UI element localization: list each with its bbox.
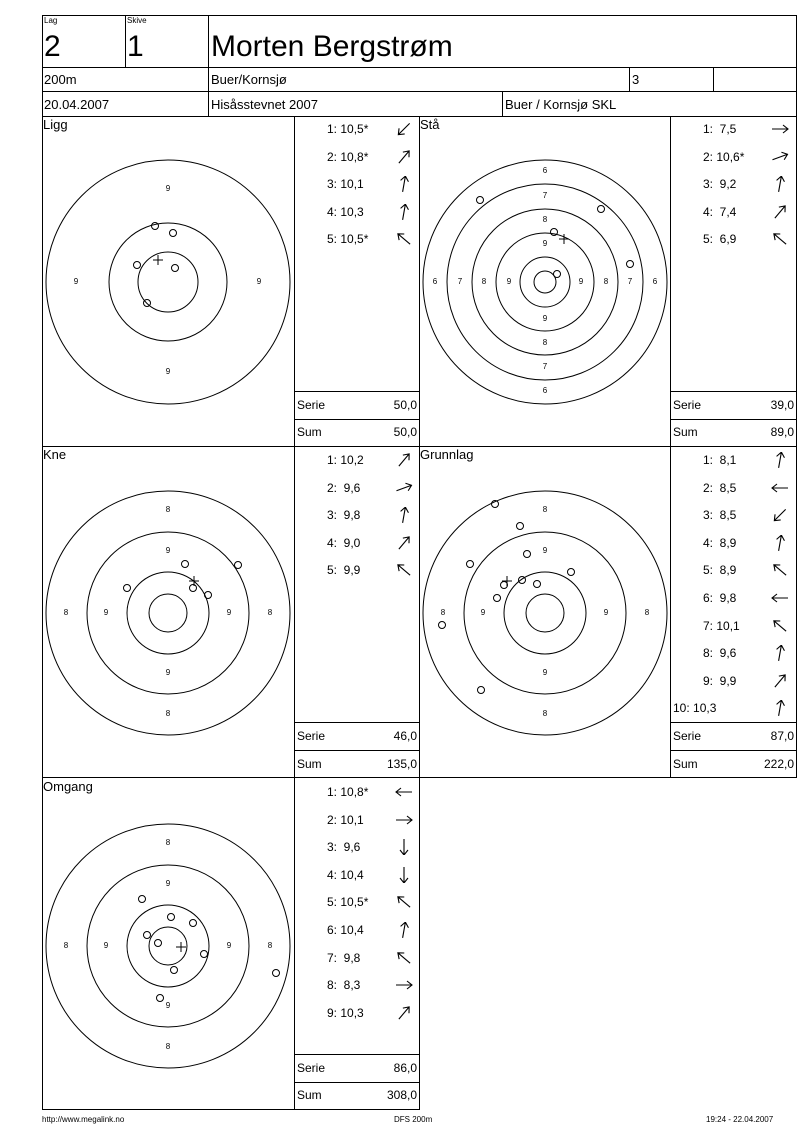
ring-label: 8	[603, 277, 609, 286]
club: Buer/Kornsjø	[211, 72, 287, 87]
direction-arrow-icon	[395, 562, 413, 578]
skive-label: Skive	[127, 16, 147, 25]
shot-value: 3: 10,1	[327, 177, 364, 192]
ring-label: 6	[542, 166, 548, 175]
shot-value: 5: 6,9	[703, 232, 737, 247]
shot-row	[297, 121, 415, 137]
ring-label: 7	[457, 277, 463, 286]
shot-row	[297, 1005, 415, 1021]
serie-label: Serie	[297, 729, 326, 743]
shot-value: 9: 10,3	[327, 1005, 364, 1020]
shot-hole	[155, 940, 162, 947]
shot-value: 6: 10,4	[327, 923, 364, 937]
shot-row	[297, 231, 415, 247]
shot-value: 2: 9,6	[327, 480, 361, 495]
shot-value: 5: 8,9	[703, 563, 737, 578]
shot-hole	[124, 585, 131, 592]
sum-label: Sum	[297, 425, 322, 439]
serie-label: Serie	[673, 398, 702, 412]
ring-label: 7	[542, 191, 548, 200]
ring-label: 8	[440, 608, 446, 617]
shot-hole	[551, 229, 558, 236]
sum-value: 135,0	[386, 757, 417, 771]
direction-arrow-icon	[395, 480, 413, 496]
shot-value: 2: 8,5	[703, 480, 737, 495]
shot-hole	[139, 896, 146, 903]
ring-label: 9	[256, 277, 262, 286]
target-sta	[420, 157, 670, 407]
direction-arrow-icon	[771, 204, 789, 220]
shot-row	[673, 618, 791, 634]
center-mark	[502, 576, 512, 586]
shot-row	[673, 204, 791, 220]
direction-arrow-icon	[395, 1005, 413, 1021]
date: 20.04.2007	[44, 97, 110, 112]
sum-value: 89,0	[770, 425, 794, 439]
shot-value: 8: 9,6	[703, 646, 737, 661]
serie-label: Serie	[673, 729, 702, 743]
ring-label: 9	[73, 277, 79, 286]
ring-label: 9	[226, 608, 232, 617]
target-omgang	[43, 821, 293, 1071]
shot-value: 3: 9,2	[703, 177, 737, 192]
shot-row	[297, 922, 415, 938]
shot-value: 4: 7,4	[703, 204, 737, 219]
shot-hole	[554, 271, 561, 278]
shot-value: 4: 9,0	[327, 535, 361, 550]
direction-arrow-icon	[771, 645, 789, 661]
shot-value: 7: 9,8	[327, 950, 361, 965]
serie-value: 46,0	[393, 729, 417, 743]
shot-row	[673, 231, 791, 247]
organizer: Buer / Kornsjø SKL	[505, 97, 617, 112]
footer-timestamp: 19:24 - 22.04.2007	[706, 1115, 774, 1124]
ring-label: 8	[644, 608, 650, 617]
section-title-kne: Kne	[43, 447, 67, 462]
ring-label: 8	[63, 608, 69, 617]
shot-row	[673, 176, 791, 192]
shot-hole	[134, 262, 141, 269]
shot-value: 2: 10,8*	[327, 149, 369, 164]
direction-arrow-icon	[395, 121, 413, 137]
target-grunnlag	[420, 488, 670, 738]
direction-arrow-icon	[395, 839, 413, 855]
shot-hole	[205, 592, 212, 599]
ring-label: 8	[542, 505, 548, 514]
shot-row	[673, 700, 791, 716]
skive-value: 1	[127, 30, 144, 63]
shot-value: 4: 8,9	[703, 535, 737, 550]
shot-value: 10: 10,3	[673, 701, 717, 716]
shot-row	[297, 784, 415, 800]
shot-row	[673, 535, 791, 551]
class: 3	[632, 72, 640, 87]
shot-row	[673, 507, 791, 523]
shot-row	[673, 590, 791, 606]
shot-value: 2: 10,1	[327, 812, 364, 827]
shot-hole	[201, 951, 208, 958]
direction-arrow-icon	[771, 149, 789, 165]
shot-hole	[519, 577, 526, 584]
shot-value: 5: 9,9	[327, 563, 361, 578]
section-title-ligg: Ligg	[43, 117, 68, 132]
direction-arrow-icon	[771, 673, 789, 689]
ring-label: 8	[481, 277, 487, 286]
shot-value: 1: 10,8*	[327, 785, 369, 799]
ring-label: 6	[432, 277, 438, 286]
serie-value: 39,0	[770, 398, 794, 412]
ring-label: 9	[226, 941, 232, 950]
ring-label: 8	[63, 941, 69, 950]
ring-label: 9	[165, 367, 171, 376]
shot-hole	[190, 585, 197, 592]
direction-arrow-icon	[395, 204, 413, 220]
shot-row	[297, 176, 415, 192]
lag-label: Lag	[44, 16, 58, 25]
ring-label: 9	[165, 184, 171, 193]
ring-label: 9	[103, 941, 109, 950]
section-title-sta: Stå	[420, 117, 440, 132]
section-title-omgang: Omgang	[43, 779, 93, 794]
shot-value: 1: 8,1	[703, 453, 737, 467]
ring-label: 9	[103, 608, 109, 617]
sum-value: 50,0	[393, 425, 417, 439]
event: Hisåsstevnet 2007	[211, 97, 318, 112]
shot-row	[297, 535, 415, 551]
ring-label: 8	[542, 709, 548, 718]
ring-label: 9	[165, 668, 171, 677]
shot-hole	[190, 920, 197, 927]
shot-row	[297, 839, 415, 855]
shot-value: 1: 7,5	[703, 122, 737, 136]
sum-value: 308,0	[386, 1088, 417, 1102]
sum-label: Sum	[673, 425, 698, 439]
target-ligg	[43, 157, 293, 407]
ring-label: 9	[165, 879, 171, 888]
shot-value: 5: 10,5*	[327, 895, 369, 910]
center-mark	[153, 255, 163, 265]
ring-label: 8	[267, 941, 273, 950]
shot-hole	[152, 223, 159, 230]
ring-label: 9	[542, 314, 548, 323]
direction-arrow-icon	[771, 590, 789, 606]
direction-arrow-icon	[771, 562, 789, 578]
serie-value: 87,0	[770, 729, 794, 743]
direction-arrow-icon	[771, 507, 789, 523]
shot-value: 4: 10,4	[327, 867, 364, 882]
shot-hole	[235, 562, 242, 569]
ring-label: 9	[578, 277, 584, 286]
shot-row	[297, 977, 415, 993]
serie-value: 50,0	[393, 398, 417, 412]
direction-arrow-icon	[395, 812, 413, 828]
shot-row	[673, 121, 791, 137]
sum-label: Sum	[297, 757, 322, 771]
shot-hole	[627, 261, 634, 268]
direction-arrow-icon	[771, 121, 789, 137]
ring-label: 9	[480, 608, 486, 617]
shot-hole	[157, 995, 164, 1002]
center-mark	[176, 942, 186, 952]
shot-hole	[568, 569, 575, 576]
shot-row	[297, 204, 415, 220]
shot-hole	[478, 687, 485, 694]
ring-label: 8	[165, 1042, 171, 1051]
direction-arrow-icon	[395, 452, 413, 468]
shot-hole	[598, 206, 605, 213]
ring-label: 9	[165, 1001, 171, 1010]
direction-arrow-icon	[771, 231, 789, 247]
shot-hole	[172, 265, 179, 272]
ring-label: 9	[165, 546, 171, 555]
shot-hole	[439, 622, 446, 629]
shot-row	[297, 894, 415, 910]
shot-row	[297, 507, 415, 523]
shot-row	[297, 950, 415, 966]
ring-label: 7	[627, 277, 633, 286]
shot-hole	[467, 561, 474, 568]
section-title-grunnlag: Grunnlag	[420, 447, 474, 462]
direction-arrow-icon	[771, 618, 789, 634]
shot-row	[673, 480, 791, 496]
shot-hole	[168, 914, 175, 921]
ring-label: 8	[165, 838, 171, 847]
direction-arrow-icon	[771, 535, 789, 551]
sum-label: Sum	[297, 1088, 322, 1102]
shot-value: 3: 8,5	[703, 508, 737, 523]
ring-label: 7	[542, 362, 548, 371]
serie-label: Serie	[297, 398, 326, 412]
direction-arrow-icon	[395, 867, 413, 883]
ring-label: 9	[603, 608, 609, 617]
ring-label: 9	[542, 668, 548, 677]
serie-label: Serie	[297, 1061, 326, 1075]
shot-hole	[171, 967, 178, 974]
shot-hole	[182, 561, 189, 568]
shot-row	[297, 480, 415, 496]
shot-value: 6: 9,8	[703, 591, 737, 605]
ring-label: 9	[542, 546, 548, 555]
distance: 200m	[44, 72, 77, 87]
ring-label: 8	[165, 709, 171, 718]
shot-row	[297, 149, 415, 165]
direction-arrow-icon	[395, 977, 413, 993]
shot-row	[673, 452, 791, 468]
direction-arrow-icon	[395, 950, 413, 966]
shot-value: 7: 10,1	[703, 618, 740, 633]
direction-arrow-icon	[771, 176, 789, 192]
shot-row	[297, 867, 415, 883]
sum-value: 222,0	[763, 757, 794, 771]
sum-label: Sum	[673, 757, 698, 771]
shot-value: 3: 9,6	[327, 840, 361, 855]
direction-arrow-icon	[771, 480, 789, 496]
direction-arrow-icon	[395, 176, 413, 192]
shot-value: 1: 10,5*	[327, 122, 369, 136]
ring-label: 9	[542, 239, 548, 248]
ring-label: 9	[506, 277, 512, 286]
ring-label: 6	[652, 277, 658, 286]
shot-value: 8: 8,3	[327, 978, 361, 993]
shot-value: 9: 9,9	[703, 673, 737, 688]
footer-discipline: DFS 200m	[394, 1115, 433, 1124]
ring-label: 6	[542, 386, 548, 395]
direction-arrow-icon	[771, 700, 789, 716]
lag-value: 2	[44, 30, 61, 63]
direction-arrow-icon	[395, 149, 413, 165]
direction-arrow-icon	[395, 507, 413, 523]
shot-hole	[524, 551, 531, 558]
shot-value: 2: 10,6*	[703, 149, 745, 164]
direction-arrow-icon	[395, 231, 413, 247]
shot-value: 3: 9,8	[327, 508, 361, 523]
shot-hole	[517, 523, 524, 530]
ring-label: 8	[267, 608, 273, 617]
direction-arrow-icon	[395, 784, 413, 800]
shot-row	[297, 812, 415, 828]
target-kne	[43, 488, 293, 738]
shooter-name: Morten Bergstrøm	[211, 30, 453, 63]
shot-hole	[477, 197, 484, 204]
direction-arrow-icon	[395, 922, 413, 938]
ring-label: 8	[165, 505, 171, 514]
direction-arrow-icon	[771, 452, 789, 468]
shot-row	[297, 452, 415, 468]
shot-value: 1: 10,2	[327, 453, 364, 467]
shot-row	[673, 562, 791, 578]
direction-arrow-icon	[395, 535, 413, 551]
footer-url: http://www.megalink.no	[42, 1115, 125, 1124]
shot-hole	[144, 932, 151, 939]
serie-value: 86,0	[393, 1061, 417, 1075]
ring-label: 8	[542, 215, 548, 224]
ring-label: 8	[542, 338, 548, 347]
shot-row	[297, 562, 415, 578]
shot-hole	[534, 581, 541, 588]
shot-row	[673, 645, 791, 661]
shot-row	[673, 149, 791, 165]
shot-hole	[170, 230, 177, 237]
shot-hole	[273, 970, 280, 977]
shot-value: 5: 10,5*	[327, 232, 369, 247]
shot-hole	[501, 582, 508, 589]
shot-hole	[494, 595, 501, 602]
shot-value: 4: 10,3	[327, 204, 364, 219]
shot-row	[673, 673, 791, 689]
direction-arrow-icon	[395, 894, 413, 910]
